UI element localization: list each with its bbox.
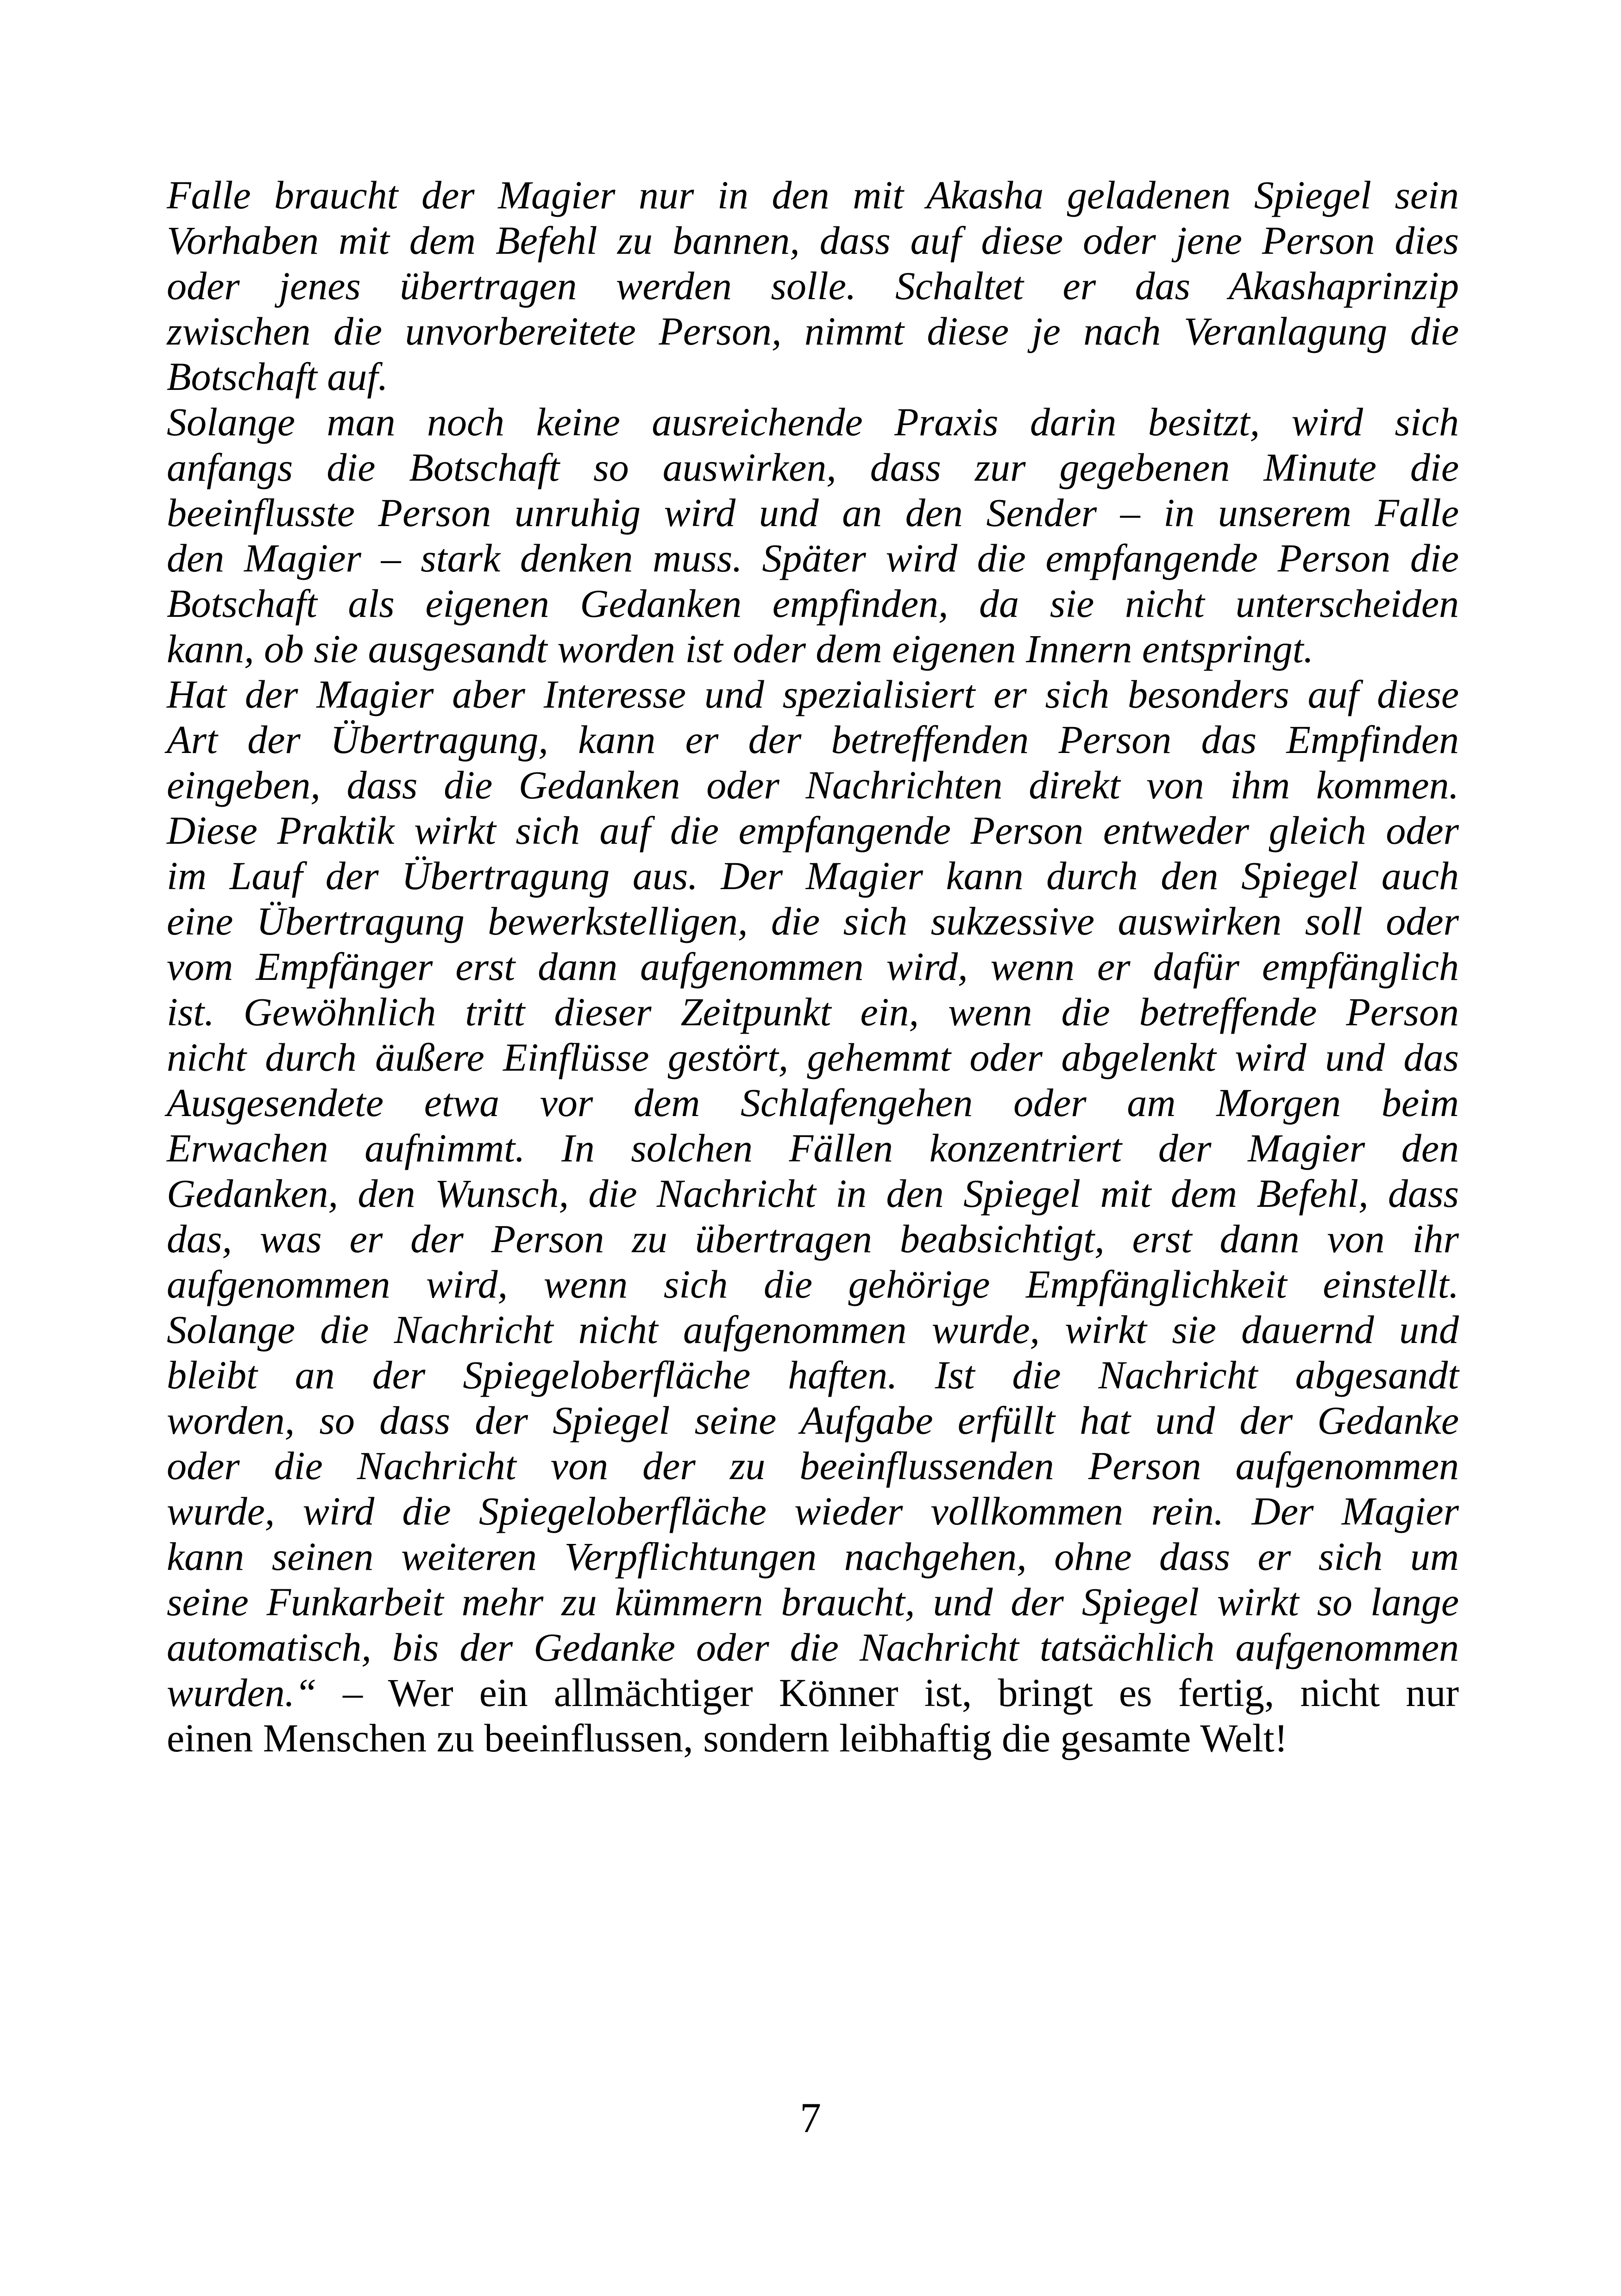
text-line: kann, ob sie ausgesandt worden ist oder dem eigenen Innern entspringt. — [167, 627, 1314, 671]
text-line: Art der Übertragung, kann er der betreffenden Person das Empfinden — [167, 717, 1459, 762]
quote-end: wurden.“ — [167, 1670, 317, 1715]
closing-text: – Wer ein allmächtiger Könner ist, bringt es fertig, nicht nur — [317, 1670, 1459, 1715]
text-line: Gedanken, den Wunsch, die Nachricht in den Spiegel mit dem Befehl, dass — [167, 1171, 1459, 1216]
text-line: wurde, wird die Spiegeloberfläche wieder vollkommen rein. Der Magier — [167, 1489, 1459, 1533]
text-line: den Magier – stark denken muss. Später wird die empfangende Person die — [167, 536, 1459, 580]
page-body — [167, 172, 1459, 1761]
text-line: vom Empfänger erst dann aufgenommen wird, wenn er dafür empfänglich — [167, 944, 1459, 989]
text-line: Botschaft auf. — [167, 354, 388, 399]
text-line: worden, so dass der Spiegel seine Aufgabe erfüllt hat und der Gedanke — [167, 1398, 1459, 1443]
text-line: Solange die Nachricht nicht aufgenommen wurde, wirkt sie dauernd und — [167, 1307, 1459, 1352]
text-line: aufgenommen wird, wenn sich die gehörige Empfänglichkeit einstellt. — [167, 1262, 1459, 1306]
text-line: nicht durch äußere Einflüsse gestört, gehemmt oder abgelenkt wird und das — [167, 1035, 1459, 1079]
text-line: Botschaft als eigenen Gedanken empfinden, da sie nicht unterscheiden — [167, 581, 1459, 626]
text-line: oder die Nachricht von der zu beeinflussenden Person aufgenommen — [167, 1443, 1459, 1488]
text-line: Solange man noch keine ausreichende Praxis darin besitzt, wird sich — [167, 400, 1459, 444]
text-line: automatisch, bis der Gedanke oder die Nachricht tatsächlich aufgenommen — [167, 1625, 1459, 1669]
text-line: im Lauf der Übertragung aus. Der Magier kann durch den Spiegel auch — [167, 853, 1459, 898]
text-line: oder jenes übertragen werden solle. Schaltet er das Akashaprinzip — [167, 263, 1459, 308]
text-line: kann seinen weiteren Verpflichtungen nachgehen, ohne dass er sich um — [167, 1534, 1459, 1579]
final-line: einen Menschen zu beeinflussen, sondern leibhaftig die gesamte Welt! — [167, 1716, 1288, 1760]
page-number: 7 — [800, 2094, 821, 2141]
text-line: bleibt an der Spiegeloberfläche haften. Ist die Nachricht abgesandt — [167, 1353, 1459, 1397]
text-line: Vorhaben mit dem Befehl zu bannen, dass auf diese oder jene Person dies — [167, 218, 1459, 263]
text-line: seine Funkarbeit mehr zu kümmern braucht, und der Spiegel wirkt so lange — [167, 1580, 1459, 1624]
text-line: eine Übertragung bewerkstelligen, die sich sukzessive auswirken soll oder — [167, 899, 1459, 943]
text-line: anfangs die Botschaft so auswirken, dass zur gegebenen Minute die — [167, 445, 1459, 489]
text-line: Diese Praktik wirkt sich auf die empfangende Person entweder gleich oder — [167, 808, 1459, 853]
text-line: ist. Gewöhnlich tritt dieser Zeitpunkt ein, wenn die betreffende Person — [167, 990, 1459, 1034]
text-line: Hat der Magier aber Interesse und spezialisiert er sich besonders auf diese — [167, 672, 1459, 716]
text-line: beeinflusste Person unruhig wird und an den Sender – in unserem Falle — [167, 490, 1459, 535]
text-line: eingeben, dass die Gedanken oder Nachrichten direkt von ihm kommen. — [167, 763, 1459, 807]
text-line: das, was er der Person zu übertragen beabsichtigt, erst dann von ihr — [167, 1217, 1459, 1261]
text-line: zwischen die unvorbereitete Person, nimmt diese je nach Veranlagung die — [167, 309, 1459, 353]
closing-line — [167, 1670, 1459, 1715]
text-line: Ausgesendete etwa vor dem Schlafengehen oder am Morgen beim — [167, 1080, 1459, 1125]
text-line: Falle braucht der Magier nur in den mit Akasha geladenen Spiegel sein — [167, 173, 1459, 217]
text-line: Erwachen aufnimmt. In solchen Fällen konzentriert der Magier den — [167, 1126, 1459, 1170]
